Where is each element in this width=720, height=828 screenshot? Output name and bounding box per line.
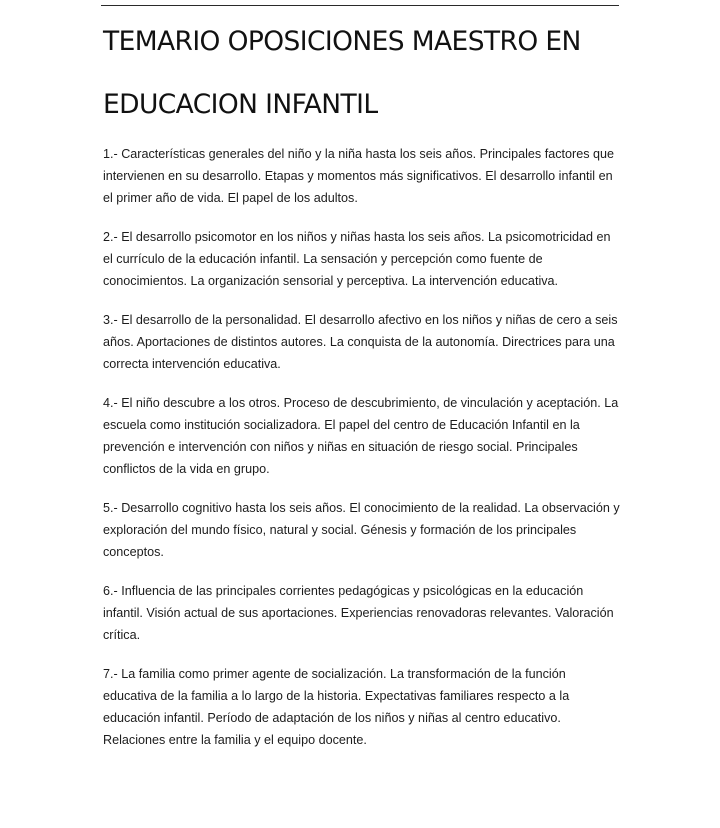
topic-1: 1.- Características generales del niño y la niña hasta los seis años. Principales factores que intervienen en su desarrollo. Etapas y momentos más significativos. El desarrollo infantil en el primer año de vida. El papel de los adultos. — [103, 147, 615, 205]
topic-6: 6.- Influencia de las principales corrientes pedagógicas y psicológicas en la educación infantil. Visión actual de sus aportaciones. Experiencias renovadoras relevantes. Valoración crítica. — [103, 584, 614, 642]
topic-list — [103, 143, 623, 768]
header-rule — [101, 5, 619, 6]
document-title — [103, 10, 663, 136]
title-line-2: EDUCACION INFANTIL — [103, 89, 378, 120]
topic-5: 5.- Desarrollo cognitivo hasta los seis años. El conocimiento de la realidad. La observación y exploración del mundo físico, natural y social. Génesis y formación de los principales conceptos. — [103, 501, 620, 559]
title-line-1: TEMARIO OPOSICIONES MAESTRO EN — [103, 26, 581, 57]
topic-2: 2.- El desarrollo psicomotor en los niños y niñas hasta los seis años. La psicomotricidad en el currículo de la educación infantil. La sensación y percepción como fuente de conocimientos. La organización sensorial y perceptiva. La intervención educativa. — [103, 230, 611, 288]
topic-4: 4.- El niño descubre a los otros. Proceso de descubrimiento, de vinculación y aceptación. La escuela como institución socializadora. El papel del centro de Educación Infantil en la prevención e intervención con niños y niñas en situación de riesgo social. Principales conflictos de la vida en grupo. — [103, 396, 619, 476]
topic-7: 7.- La familia como primer agente de socialización. La transformación de la función educativa de la familia a lo largo de la historia. Expectativas familiares respecto a la educación infantil. Período de adaptación de los niños y niñas al centro educativo. Relaciones entre la familia y el equipo docente. — [103, 667, 570, 747]
topic-3: 3.- El desarrollo de la personalidad. El desarrollo afectivo en los niños y niñas de cero a seis años. Aportaciones de distintos autores. La conquista de la autonomía. Directrices para una correcta intervención educativa. — [103, 313, 618, 371]
